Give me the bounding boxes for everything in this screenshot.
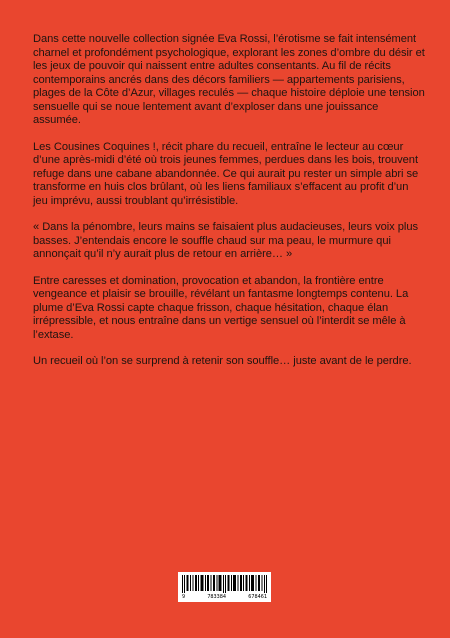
blurb-paragraph-intro: Dans cette nouvelle collection signée Eva Rossi, l’érotisme se fait intensément charnel et profondément psychologique, explorant les zones d’ombre du désir et les jeux de pouvoir qui naissent entre adultes consentants. Au fil de récits contemporains ancrés dans des décors familiers — appartements parisiens, plages de la Côte d’Azur, villages reculés — chaque histoire déploie une tension sensuelle qui se noue lentement avant d’exploser dans une jouissance assumée. bbox=[33, 33, 425, 126]
blurb-paragraph-themes: Entre caresses et domination, provocation et abandon, la frontière entre vengeance et plaisir se brouille, révélant un fantasme longtemps contenu. La plume d’Eva Rossi capte chaque frisson, chaque hésitation, chaque élan irrépressible, et nous entraîne dans un vertige sensuel où l’interdit se mêle à l’extase. bbox=[33, 274, 409, 341]
barcode-digit-prefix: 9 bbox=[182, 594, 186, 600]
blurb-paragraph-story: Les Cousines Coquines !, récit phare du recueil, entraîne le lecteur au cœur d’une après-midi d’été où trois jeunes femmes, perdues dans les bois, trouvent refuge dans une cabane abandonnée. Ce qui aurait pu rester un simple abri se transforme en huis clos brûlant, où les liens familiaux s’effacent au profit d’un jeu imprévu, aussi troublant qu’irrésistible. bbox=[33, 140, 419, 207]
barcode-bars-icon bbox=[182, 575, 267, 593]
isbn-barcode bbox=[178, 572, 271, 602]
barcode-digit-group-2: 678461 bbox=[248, 594, 267, 600]
barcode-digit-group-1: 783384 bbox=[207, 594, 227, 600]
blurb-text bbox=[33, 33, 425, 382]
blurb-paragraph-closing: Un recueil où l’on se surprend à retenir son souffle… juste avant de le perdre. bbox=[33, 355, 412, 367]
barcode-digits bbox=[182, 594, 267, 600]
blurb-paragraph-quote: « Dans la pénombre, leurs mains se faisaient plus audacieuses, leurs voix plus basses. J’entendais encore le souffle chaud sur ma peau, le murmure qui annonçait qu’il n’y aurait plus de retour en arrière… » bbox=[33, 221, 418, 260]
